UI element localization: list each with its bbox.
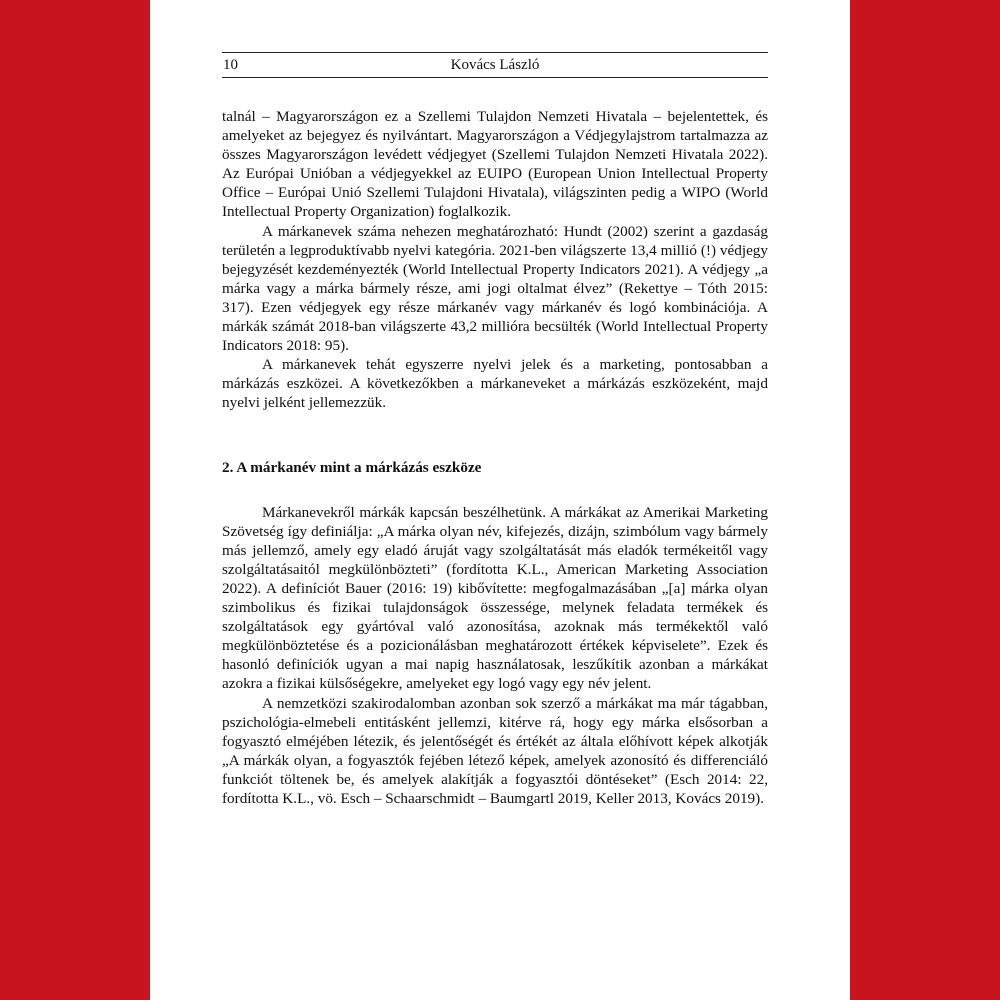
paragraph-5: A nemzetközi szakirodalomban azonban sok szerző a márkákat ma már tágabban, pszichológia-elmebeli entitásként jellemzi, kitérve rá, hogy egy márka elsősorban a fogyasztó elméjében létezik, és jelentőségét és értékét az általa előhívott képek alkotják „A márkák olyan, a fogyasztók fejében létező képek, amelyek azonosító és differenciáló funkciót töltenek be, és amelyek alakítják a fogyasztói döntéseket” (Esch 2014: 22, fordította K.L., vö. Esch – Schaarschmidt – Baumgartl 2019, Keller 2013, Kovács 2019). [222, 694, 768, 807]
paragraph-3: A márkanevek tehát egyszerre nyelvi jelek és a marketing, pontosabban a márkázás eszközei. A következőkben a márkaneveket a márkázás eszközeként, majd nyelvi jelként jellemezzük. [222, 356, 768, 412]
document-page [150, 0, 850, 1000]
page-number: 10 [223, 57, 238, 73]
paragraph-2: A márkanevek száma nehezen meghatározható: Hundt (2002) szerint a gazdaság területén a legproduktívabb nyelvi kategória. 2021-ben világszerte 13,4 millió (!) védjegy bejegyzését kezdeményezték (World Intellectual Property Indicators 2021). A védjegy „a márka vagy a márka bármely része, ami jogi oltalmat élvez” (Rekettye – Tóth 2015: 317). Ezen védjegyek egy része márkanév vagy márkanév és logó kombinációja. A márkák számát 2018-ban világszerte 43,2 millióra becsülték (World Intellectual Property Indicators 2018: 95). [222, 222, 768, 355]
running-header-author: Kovács László [450, 57, 540, 73]
running-header [222, 52, 768, 78]
paragraph-4: Márkanevekről márkák kapcsán beszélhetünk. A márkákat az Amerikai Marketing Szövetség így definiálja: „A márka olyan név, kifejezés, dizájn, szimbólum vagy bármely más jellemző, amely egy eladó áruját vagy szolgáltatását más eladók termékeitől vagy szolgáltatásaitól megkülönbözteti” (fordította K.L., American Marketing Association 2022). A definíciót Bauer (2016: 19) kibővítette: megfogalmazásában „[a] márka olyan szimbolikus és fizikai tulajdonságok összessége, melynek feladata termékek és szolgáltatások egy gyártóval való azonosítása, azoknak más termékektől való megkülönböztetése és a pozicionálásban meghatározott értékek képviselete”. Ezek és hasonló definíciók ugyan a mai napig használatosak, leszűkítik azonban a márkákat azokra a fizikai külsőségekre, amelyeket egy logó vagy egy név jelent. [222, 503, 768, 693]
body-text [222, 107, 768, 808]
left-red-border [0, 0, 150, 1000]
section-heading: 2. A márkanév mint a márkázás eszköze [222, 458, 482, 476]
right-red-border [850, 0, 1000, 1000]
paragraph-1: talnál – Magyarországon ez a Szellemi Tulajdon Nemzeti Hivatala – bejelentettek, és amelyeket az bejegyez és nyilvántart. Magyarországon a Védjegylajstrom tartalmazza az összes Magyarországon levédett védjegyet (Szellemi Tulajdon Nemzeti Hivatala 2022). Az Európai Unióban a védjegyekkel az EUIPO (European Union Intellectual Property Office – Európai Unió Szellemi Tulajdoni Hivatala), világszinten pedig a WIPO (World Intellectual Property Organization) foglalkozik. [222, 108, 768, 221]
